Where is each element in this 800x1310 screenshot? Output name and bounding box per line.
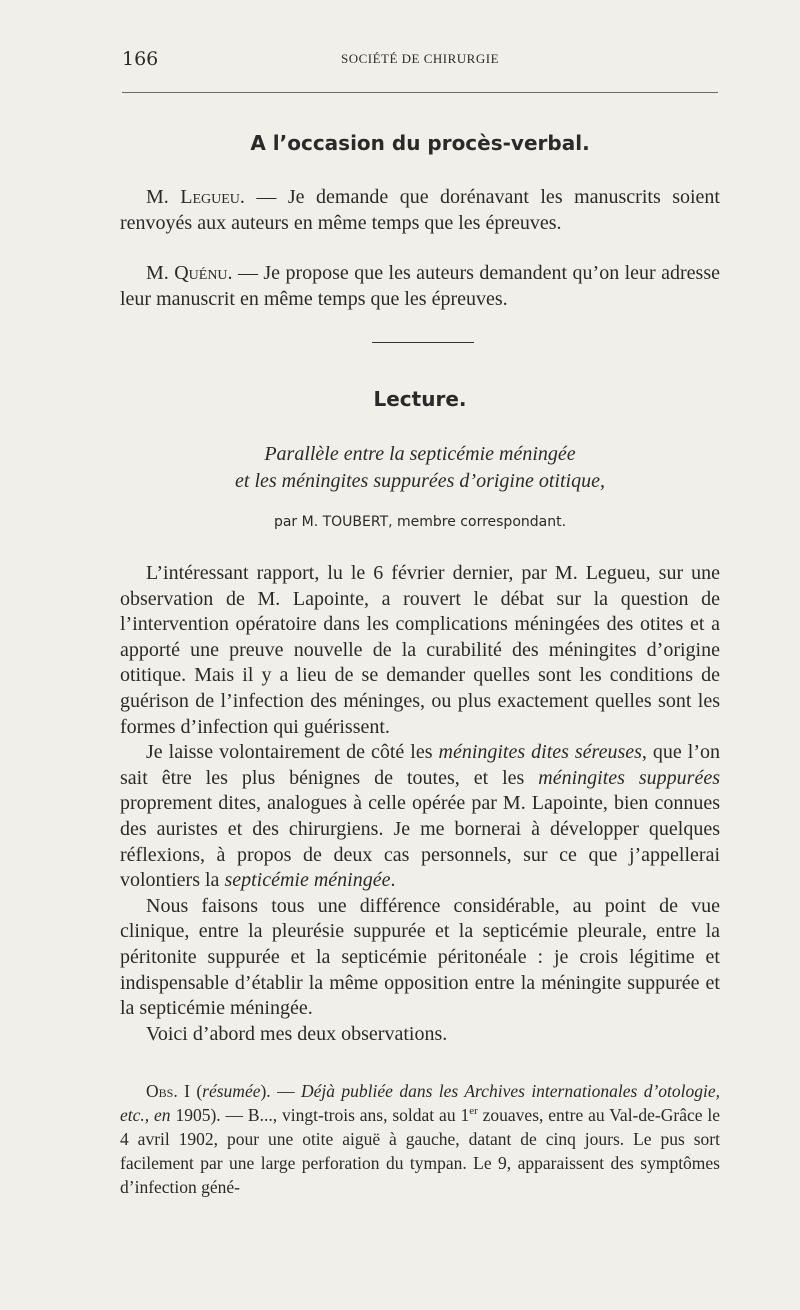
article-body (120, 561, 720, 1047)
body-paragraph-4: Voici d’abord mes deux observations. (146, 1022, 448, 1045)
obs-after-resumee: ). — (260, 1081, 301, 1101)
article-title-line-1: Parallèle entre la septicémie méningée (264, 443, 576, 465)
legueu-statement (120, 185, 720, 236)
quenu-statement (120, 261, 720, 312)
running-head: SOCIÉTÉ DE CHIRURGIE (340, 51, 500, 66)
article-title-line-2: et les méningites suppurées d’origine otitique, (235, 470, 605, 492)
quenu-text: . — Je propose que les auteurs demandent qu’on leur adresse leur manuscrit en même temps que les épreuves. (120, 262, 720, 310)
lecture-heading: Lecture. (373, 387, 467, 411)
observation-1 (120, 1079, 720, 1199)
page-header (120, 48, 720, 72)
proces-verbal-heading: A l’occasion du procès-verbal. (250, 131, 590, 155)
legueu-prefix: M. (146, 186, 181, 208)
body-paragraph-1: L’intéressant rapport, lu le 6 février dernier, par M. Legueu, sur une observation de M. Lapointe, a rouvert le débat sur la question de l’intervention opératoire dans les complications méningées des otites et a apporté une preuve nouvelle de la curabilité des méningites d’origine otitique. Mais il y a lieu de se demander quelles sont les conditions de guérison de l’infection des méninges, ou plus exactement quelles sont les formes d’infection qui guérissent. (120, 562, 720, 738)
p2-text-a: Je laisse volontairement de côté les (146, 741, 439, 764)
speaker-legueu: Legueu (180, 186, 240, 208)
header-rule (122, 92, 718, 93)
obs-year: 1905). — B..., vingt-trois ans, soldat au 1 (170, 1105, 470, 1125)
section-separator (372, 342, 474, 343)
legueu-text: . — Je demande que dorénavant les manuscrits soient renvoyés aux auteurs en même temps que les épreuves. (120, 186, 720, 234)
obs-deja-publiee: Déjà publiée dans les Archives internationales d’otologie, etc., en (120, 1081, 720, 1125)
p2-text-c: , que l’on sait être les plus bénignes de toutes, et les (120, 741, 720, 789)
obs-superscript: er (469, 1105, 478, 1118)
p2-emph-suppurees: méningites suppurées (538, 766, 720, 789)
obs-label: Obs (146, 1081, 174, 1101)
p2-emph-septicemie: septicémie méningée (224, 869, 391, 892)
body-paragraph-2 (120, 740, 720, 894)
p2-text-g: . (390, 869, 396, 892)
quenu-prefix: M. (146, 262, 175, 284)
obs-resumee: résumée (202, 1081, 261, 1101)
p2-emph-sereuses: méningites dites séreuses (438, 741, 642, 764)
p2-text-e: proprement dites, analogues à celle opérée par M. Lapointe, bien connues des auristes et des chirurgiens. Je me bornerai à développer quelques réflexions, à propos de deux cas personnels, sur ce que j’appellerai volontiers la (120, 792, 720, 892)
obs-rest: zouaves, entre au Val-de-Grâce le 4 avril 1902, pour une otite aiguë à gauche, datant de cinq jours. Le pus sort facilement par une large perforation du tympan. Le 9, apparaissent des symptômes d’infection géné- (120, 1105, 721, 1197)
speaker-quenu: Quénu (174, 262, 228, 284)
byline: par M. TOUBERT, membre correspondant. (273, 514, 567, 530)
obs-label-rest: . I ( (173, 1081, 203, 1101)
page-number: 166 (122, 48, 159, 70)
body-paragraph-3: Nous faisons tous une différence considérable, au point de vue clinique, entre la pleurésie suppurée et la septicémie pleurale, entre la péritonite suppurée et la septicémie péritonéale : je crois légitime et indispensable d’établir la même opposition entre la méningite suppurée et la septicémie méningée. (120, 894, 720, 1020)
